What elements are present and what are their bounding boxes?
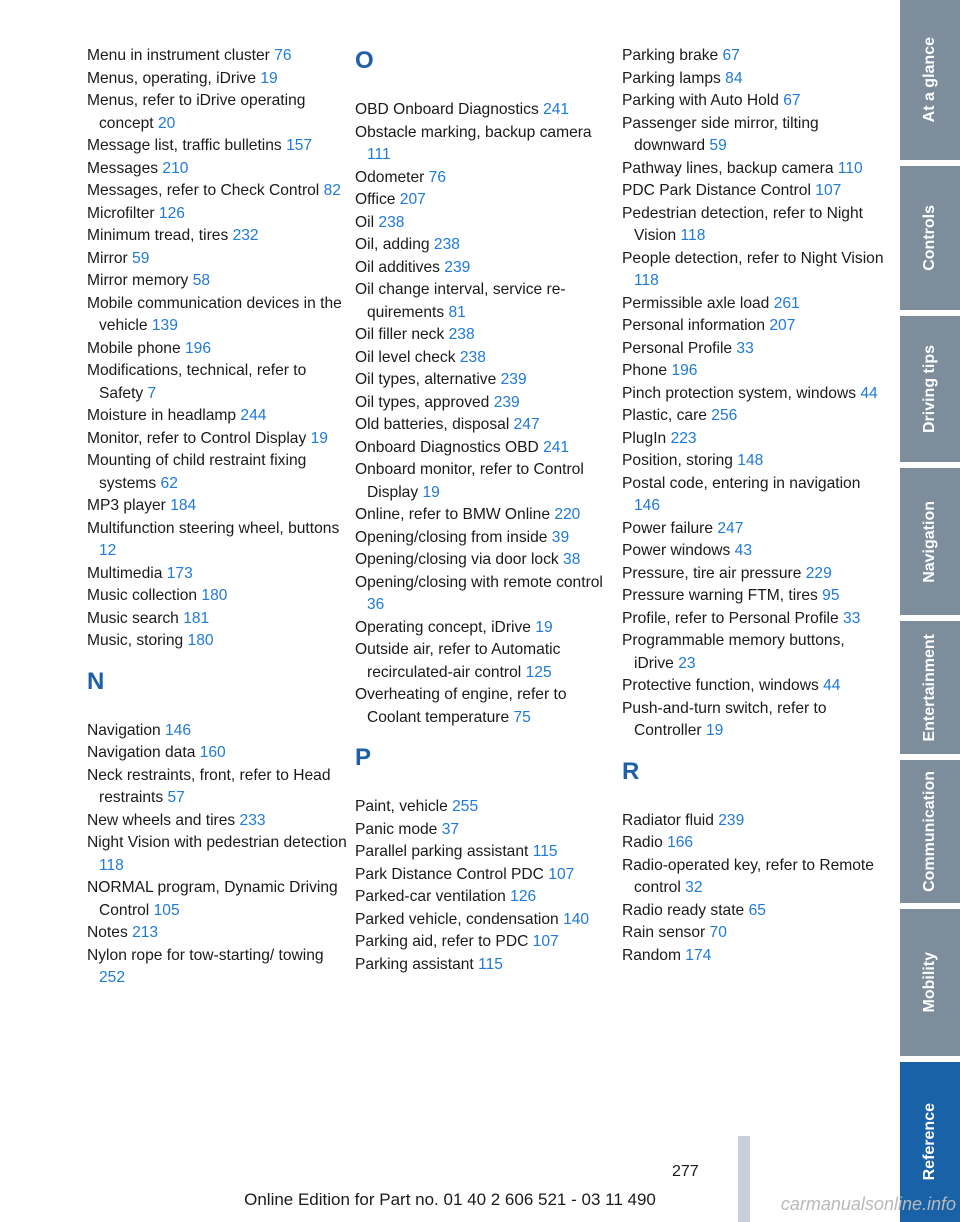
index-entry-term: Oil, adding (355, 236, 434, 253)
index-entry-term: Moisture in headlamp (87, 407, 241, 424)
index-entry (622, 518, 884, 541)
index-page-link[interactable]: 118 (680, 227, 706, 244)
index-page-link[interactable]: 107 (815, 182, 842, 199)
index-entry-term: Oil filler neck (355, 326, 449, 343)
index-entry-term: New wheels and tires (87, 811, 240, 829)
index-page-link[interactable]: 62 (160, 474, 178, 492)
tab-communication[interactable] (900, 760, 960, 903)
index-entry-term: Personal information (622, 317, 770, 334)
index-page-link[interactable]: 166 (667, 834, 694, 851)
index-entry (622, 630, 884, 675)
index-page-link[interactable]: 244 (240, 407, 267, 424)
index-entry-term: Office (355, 191, 400, 208)
index-entry (87, 338, 349, 361)
index-entry-term: PlugIn (622, 429, 671, 447)
index-page-link[interactable]: 160 (199, 744, 226, 761)
index-entry (622, 383, 884, 406)
index-entry (622, 832, 884, 855)
index-entry (87, 518, 349, 563)
index-entry (622, 563, 884, 586)
index-entry-term: Menus, refer to iDrive operating concept (87, 92, 306, 132)
index-entry (87, 922, 349, 945)
index-page-link[interactable]: 239 (493, 393, 520, 411)
index-page-link[interactable]: 95 (822, 587, 840, 604)
index-page-link[interactable]: 76 (428, 168, 447, 186)
index-entry-term: Oil additives (355, 258, 445, 276)
index-page-link[interactable]: 239 (718, 811, 745, 829)
index-entry (622, 698, 884, 743)
index-entry-term: Outside air, refer to Automatic recirculated-air control (355, 641, 561, 681)
index-entry (622, 293, 884, 316)
watermark: carmanualsonline.info (780, 1194, 956, 1214)
index-entry-term: Opening/closing from inside (355, 528, 552, 546)
index-entry (622, 810, 884, 833)
index-entry-term: Pinch protection system, windows (622, 384, 861, 402)
index-page-link[interactable]: 115 (478, 955, 503, 973)
index-entry (622, 360, 884, 383)
index-entry-term: Mirror (87, 249, 133, 267)
index-entry (355, 189, 617, 212)
index-entry-term: Messages, refer to Check Control (87, 182, 324, 199)
index-entry-term: Pathway lines, backup camera (622, 159, 838, 177)
index-entry-term: Onboard Diagnostics OBD (355, 438, 544, 456)
index-entry (87, 158, 349, 181)
index-entry (355, 122, 617, 167)
index-page-link[interactable]: 19 (535, 618, 553, 636)
index-page-link[interactable]: 181 (183, 609, 210, 627)
index-entry (622, 585, 884, 608)
index-entry-term: Navigation data (87, 744, 200, 761)
tab-controls[interactable] (900, 166, 960, 310)
index-entry (355, 99, 617, 122)
index-entry-term: Position, storing (622, 452, 738, 469)
index-entry (622, 675, 884, 698)
index-page-link[interactable]: 207 (399, 191, 426, 208)
index-entry-term: Music collection (87, 587, 202, 604)
index-page-link[interactable]: 261 (773, 294, 800, 312)
index-entry-term: Postal code, entering in navigation (622, 474, 861, 492)
index-entry (355, 931, 617, 954)
index-entry (622, 922, 884, 945)
tab-label: Mobility (921, 952, 938, 1013)
index-entry-term: Navigation (87, 721, 166, 739)
index-entry (622, 158, 884, 181)
index-entry-term: Parking assistant (355, 955, 479, 973)
index-entry-term: Radiator fluid (622, 811, 719, 829)
index-entry-term: Neck restraints, front, refer to Head restraints (87, 766, 331, 806)
index-page-link[interactable]: 239 (500, 371, 527, 388)
index-page-link[interactable]: 238 (378, 213, 405, 231)
index-page-link[interactable]: 157 (286, 137, 313, 154)
tab-label: At a glance (921, 37, 938, 123)
index-entry (355, 527, 617, 550)
index-entry-term: Minimum tread, tires (87, 227, 233, 244)
index-page-link[interactable]: 75 (513, 708, 531, 726)
index-entry (622, 900, 884, 923)
index-entry-term: Rain sensor (622, 924, 710, 941)
index-letter-heading: R (622, 757, 640, 785)
index-entry (355, 796, 617, 819)
index-page-link[interactable]: 110 (837, 159, 863, 177)
index-entry (355, 437, 617, 460)
index-entry-term: Push-and-turn switch, refer to Controller (622, 699, 827, 739)
index-entry-term: Overheating of engine, refer to Coolant temperature (355, 686, 567, 726)
index-page-link[interactable]: 59 (709, 137, 727, 154)
index-entry-term: Oil level check (355, 348, 460, 366)
index-entry-term: Park Distance Control PDC (355, 865, 549, 883)
index-entry-term: Parking with Auto Hold (622, 92, 784, 109)
index-entry (622, 473, 884, 518)
index-page-link[interactable]: 19 (310, 429, 328, 447)
index-page-link[interactable]: 196 (184, 339, 211, 357)
index-page-link[interactable]: 32 (685, 879, 703, 896)
tab-mobility[interactable] (900, 909, 960, 1056)
index-entry (622, 113, 884, 158)
index-page-link[interactable]: 12 (99, 542, 117, 559)
index-entry-term: Multimedia (87, 564, 167, 582)
index-entry (87, 765, 349, 810)
index-page-link[interactable]: 207 (769, 317, 796, 334)
index-letter-heading: O (355, 47, 374, 74)
index-entry-term: Old batteries, disposal (355, 416, 514, 433)
tab-navigation[interactable] (900, 468, 960, 615)
index-page-link[interactable]: 43 (734, 542, 753, 559)
index-entry-term: Messages (87, 159, 163, 177)
index-page-link[interactable]: 232 (232, 227, 259, 244)
index-page-link[interactable]: 33 (736, 339, 754, 357)
tab-driving-tips[interactable] (900, 316, 960, 462)
index-entry-term: Odometer (355, 168, 429, 186)
index-entry (87, 563, 349, 586)
index-page-link[interactable]: 81 (448, 303, 466, 321)
index-page-link[interactable]: 184 (170, 497, 197, 514)
index-page-link[interactable]: 57 (167, 789, 185, 806)
index-entry-term: Radio (622, 834, 668, 851)
index-page-link[interactable]: 20 (157, 114, 176, 132)
index-entry (622, 338, 884, 361)
index-entry (622, 608, 884, 631)
index-page-link[interactable]: 126 (158, 204, 185, 222)
index-page-link[interactable]: 146 (634, 497, 661, 514)
index-entry-term: Parking brake (622, 47, 723, 64)
index-page-link[interactable]: 140 (563, 910, 590, 928)
index-entry (622, 90, 884, 113)
index-entry-term: Multifunction steering wheel, buttons (87, 519, 340, 537)
index-page-link[interactable]: 76 (274, 47, 292, 64)
index-page-link[interactable]: 118 (634, 272, 659, 289)
index-entry (87, 135, 349, 158)
index-entry (87, 608, 349, 631)
page-number: 277 (672, 1163, 699, 1180)
index-entry (355, 886, 617, 909)
index-entry (622, 248, 884, 293)
tab-label: Reference (921, 1103, 938, 1181)
index-entry-term: PDC Park Distance Control (622, 182, 816, 199)
index-entry (87, 68, 349, 91)
index-entry-term: Microfilter (87, 204, 159, 222)
index-page-link[interactable]: 213 (132, 924, 159, 941)
index-page-link[interactable]: 241 (543, 438, 570, 456)
index-page-link[interactable]: 44 (860, 384, 878, 402)
index-entry-term: Music, storing (87, 632, 188, 649)
index-entry-term: Pedestrian detection, refer to Night Vision (622, 204, 863, 244)
index-entry (87, 720, 349, 743)
tab-at-a-glance[interactable] (900, 0, 960, 160)
index-page-link[interactable]: 238 (459, 348, 486, 366)
index-entry (355, 864, 617, 887)
tab-label: Controls (921, 205, 938, 271)
index-page-link[interactable]: 107 (548, 865, 575, 883)
index-entry (355, 257, 617, 280)
index-page-link[interactable]: 118 (99, 856, 124, 874)
index-entry-term: Mirror memory (87, 272, 193, 289)
index-entry (355, 212, 617, 235)
index-entry (87, 877, 349, 922)
index-page-link[interactable]: 105 (153, 901, 180, 919)
index-entry-term: Menu in instrument cluster (87, 47, 275, 64)
index-entry-term: Obstacle marking, backup camera (355, 123, 592, 141)
index-entry (355, 369, 617, 392)
index-entry (87, 832, 349, 877)
index-entry (622, 405, 884, 428)
index-entry-term: Night Vision with pedestrian detection (87, 834, 347, 851)
index-page-link[interactable]: 146 (165, 721, 192, 739)
index-page-link[interactable]: 67 (722, 47, 740, 64)
index-entry (87, 90, 349, 135)
index-page-link[interactable]: 125 (525, 663, 552, 681)
index-entry (87, 225, 349, 248)
index-entry (355, 639, 617, 684)
index-entry (355, 392, 617, 415)
index-page-link[interactable]: 84 (725, 69, 743, 87)
index-entry (87, 293, 349, 338)
index-page-link[interactable]: 44 (823, 677, 841, 694)
index-entry (622, 180, 884, 203)
index-entry (355, 324, 617, 347)
section-tabs (900, 0, 960, 1222)
index-entry-term: Operating concept, iDrive (355, 618, 536, 636)
index-page-link[interactable]: 111 (367, 146, 391, 163)
index-page-link[interactable]: 58 (192, 272, 211, 289)
index-entry (622, 315, 884, 338)
index-entry-term: Pressure warning FTM, tires (622, 587, 823, 604)
index-page-link[interactable]: 115 (532, 843, 558, 860)
index-letter-heading: P (355, 744, 372, 771)
index-entry (87, 203, 349, 226)
index-entry-term: Parked vehicle, condensation (355, 910, 564, 928)
index-entry-term: MP3 player (87, 497, 171, 514)
index-entry (355, 504, 617, 527)
index-page-link[interactable]: 107 (532, 933, 559, 950)
index-page-link[interactable]: 241 (543, 101, 570, 118)
index-entry-term: Protective function, windows (622, 677, 824, 694)
index-entry-term: NORMAL program, Dynamic Driving Control (87, 879, 338, 919)
index-entry (622, 45, 884, 68)
index-entry (622, 540, 884, 563)
index-entry (355, 954, 617, 977)
index-entry (622, 68, 884, 91)
index-entry-term: Phone (622, 362, 672, 379)
index-entry-term: Message list, traffic bulletins (87, 137, 287, 154)
index-entry-term: Programmable memory buttons, iDrive (622, 632, 845, 672)
index-entry-term: Personal Profile (622, 339, 737, 357)
index-page-link[interactable]: 173 (166, 564, 193, 582)
index-entry (622, 855, 884, 900)
index-entry (87, 630, 349, 653)
index-entry (355, 279, 617, 324)
index-entry (87, 945, 349, 990)
index-entry (622, 450, 884, 473)
index-entry-term: Opening/closing via door lock (355, 551, 564, 568)
index-entry-term: Pressure, tire air pressure (622, 564, 806, 582)
index-entry-term: Parking lamps (622, 69, 726, 87)
index-page-link[interactable]: 33 (843, 609, 861, 627)
index-entry-term: Parked-car ventilation (355, 888, 511, 905)
index-entry-term: Oil types, alternative (355, 371, 501, 388)
index-page-link[interactable]: 59 (132, 249, 150, 267)
index-entry-term: Profile, refer to Personal Profile (622, 609, 844, 627)
index-page-link[interactable]: 70 (709, 924, 727, 941)
index-page-link[interactable]: 220 (554, 506, 581, 523)
index-entry-term: Mobile phone (87, 339, 185, 357)
index-entry-term: Mobile communication devices in the vehicle (87, 294, 342, 334)
index-entry-term: OBD Onboard Diagnostics (355, 101, 544, 118)
index-entry-term: Parking aid, refer to PDC (355, 933, 533, 950)
index-page-link[interactable]: 65 (748, 901, 766, 919)
index-entry-term: Passenger side mirror, tilting downward (622, 114, 819, 154)
index-entry-term: Music search (87, 609, 184, 627)
index-entry (355, 347, 617, 370)
index-entry-term: Paint, vehicle (355, 798, 453, 815)
index-page-link[interactable]: 19 (705, 722, 724, 739)
index-entry-term: Oil types, approved (355, 393, 494, 411)
index-entry-term: Power failure (622, 519, 718, 537)
index-entry (87, 270, 349, 293)
index-entry (355, 234, 617, 257)
index-entry (355, 819, 617, 842)
index-page-link[interactable]: 23 (678, 654, 696, 672)
index-entry-term: Power windows (622, 542, 735, 559)
index-entry (355, 572, 617, 617)
index-page-link[interactable]: 139 (151, 317, 178, 334)
index-page-link[interactable]: 229 (805, 564, 832, 582)
index-page-link[interactable]: 19 (422, 483, 440, 501)
index-page-link[interactable]: 180 (187, 632, 214, 649)
index-entry (355, 684, 617, 729)
index-page-link[interactable]: 239 (444, 258, 471, 276)
index-page-link[interactable]: 38 (563, 551, 581, 568)
index-entry (622, 428, 884, 451)
index-entry (87, 450, 349, 495)
index-page-link[interactable]: 148 (737, 452, 764, 469)
index-page-link[interactable]: 233 (239, 811, 266, 829)
index-page-link[interactable]: 67 (783, 92, 801, 109)
index-page-link[interactable]: 247 (717, 519, 744, 537)
footer-edition: Online Edition for Part no. 01 40 2 606 521 - 03 11 490 (244, 1190, 656, 1209)
index-entry-term: Oil change interval, service requirements (355, 281, 566, 321)
index-entry (355, 167, 617, 190)
index-entry (87, 495, 349, 518)
index-page-link[interactable]: 238 (433, 236, 460, 253)
index-column-2 (355, 45, 617, 976)
index-entry-term: Random (622, 946, 686, 964)
index-page-link[interactable]: 82 (323, 182, 341, 199)
index-page-link[interactable]: 7 (147, 384, 157, 402)
index-column-1 (87, 45, 349, 990)
index-page-link[interactable]: 180 (201, 587, 228, 604)
index-page-link[interactable]: 252 (99, 969, 126, 986)
index-entry (355, 909, 617, 932)
index-entry (355, 841, 617, 864)
index-entry (355, 459, 617, 504)
index-page-link[interactable]: 238 (448, 326, 475, 343)
index-entry-term: Parallel parking assistant (355, 843, 533, 860)
index-page-link[interactable]: 223 (670, 429, 697, 447)
index-page-link[interactable]: 196 (671, 362, 698, 379)
index-page-link[interactable]: 256 (711, 407, 738, 424)
index-entry-term: Radio-operated key, refer to Remote control (622, 856, 874, 896)
index-entry-term: Monitor, refer to Control Display (87, 429, 311, 447)
index-page-link[interactable]: 247 (513, 416, 540, 433)
index-entry-term: Opening/closing with remote control (355, 573, 603, 591)
index-page-link[interactable]: 126 (510, 888, 537, 905)
index-entry (355, 617, 617, 640)
index-page-link[interactable]: 210 (162, 159, 189, 177)
index-letter-heading: N (87, 667, 105, 695)
index-entry (87, 405, 349, 428)
index-page-link[interactable]: 255 (452, 798, 479, 815)
index-entry (87, 45, 349, 68)
tab-label: Communication (921, 771, 938, 892)
index-entry (87, 248, 349, 271)
index-page-link[interactable]: 174 (685, 946, 712, 964)
index-entry-term: Modifications, technical, refer to Safety (87, 362, 307, 402)
index-entry-term: Nylon rope for tow-starting/ towing (87, 946, 324, 964)
index-column-3 (622, 45, 884, 967)
index-page-link[interactable]: 36 (367, 596, 385, 613)
index-entry-term: Permissible axle load (622, 294, 774, 312)
index-entry (87, 742, 349, 765)
index-entry (622, 945, 884, 968)
tab-entertainment[interactable] (900, 621, 960, 754)
index-entry (87, 180, 349, 203)
index-entry (87, 810, 349, 833)
index-entry (355, 549, 617, 572)
index-page-link[interactable]: 39 (551, 528, 570, 546)
index-page-link[interactable]: 19 (260, 69, 278, 87)
index-entry-term: Oil (355, 213, 379, 231)
index-entry-term: Panic mode (355, 820, 442, 838)
index-entry-term: Menus, operating, iDrive (87, 69, 261, 87)
index-entry (622, 203, 884, 248)
index-entry-term: Online, refer to BMW Online (355, 506, 555, 523)
index-entry-term: Plastic, care (622, 407, 712, 424)
index-entry-term: Radio ready state (622, 901, 749, 919)
index-entry-term: People detection, refer to Night Vision (622, 249, 884, 267)
index-entry (87, 585, 349, 608)
index-entry (87, 428, 349, 451)
index-entry (355, 414, 617, 437)
tab-label: Navigation (921, 500, 938, 583)
index-entry (87, 360, 349, 405)
index-page-link[interactable]: 37 (441, 820, 460, 838)
tab-label: Driving tips (921, 344, 938, 433)
index-entry-term: Notes (87, 924, 133, 941)
index-entry-term: Onboard monitor, refer to Control Display (355, 461, 584, 501)
index-entry-term: Mounting of child restraint fixing systems (87, 452, 307, 492)
tab-label: Entertainment (921, 633, 938, 742)
